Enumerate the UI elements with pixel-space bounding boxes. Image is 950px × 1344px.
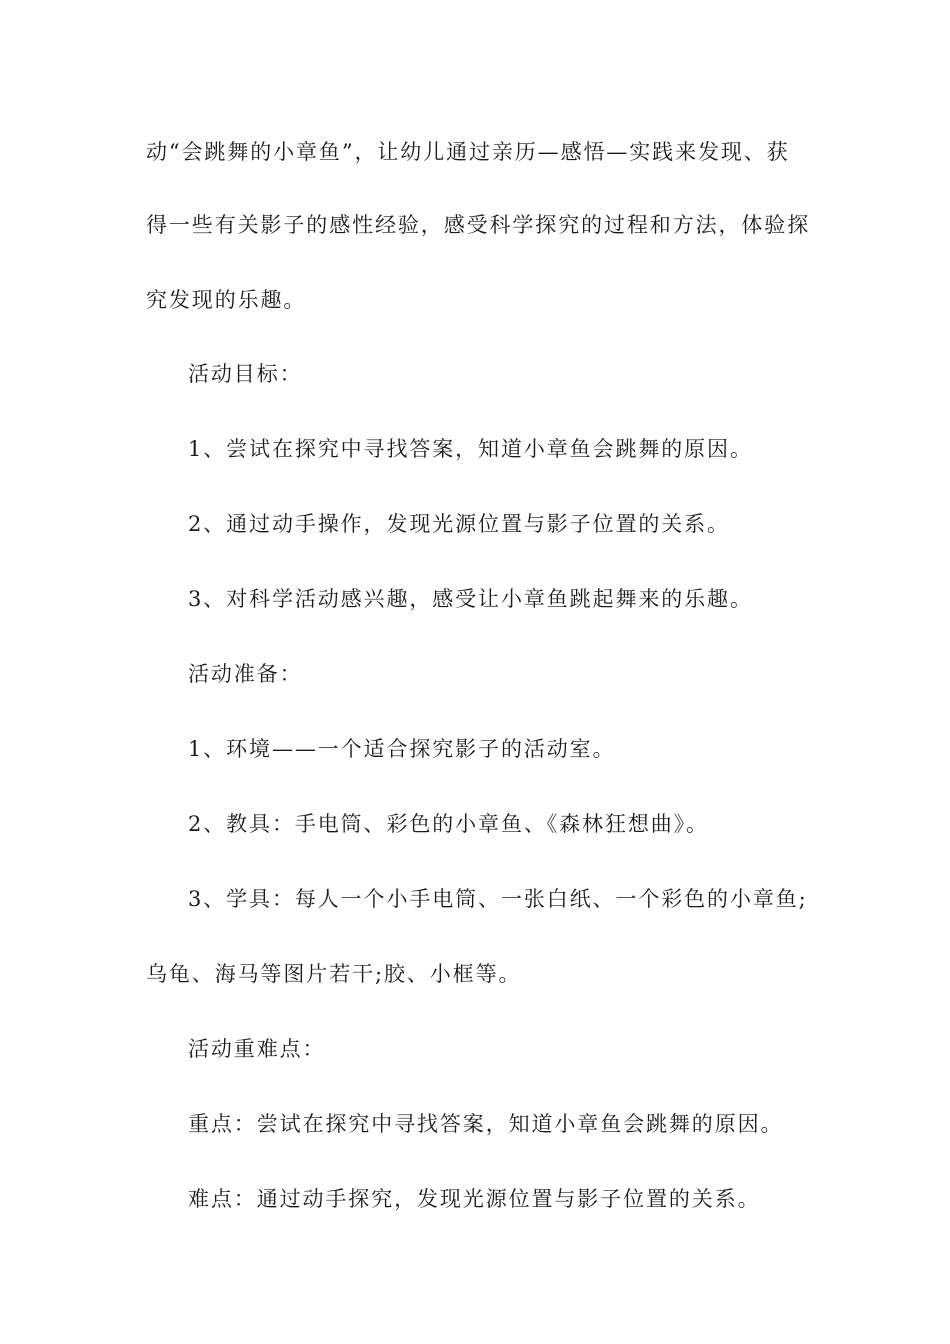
paragraph-intro-line-1: 动“会跳舞的小章鱼”，让幼儿通过亲历—感悟—实践来发现、获 (146, 140, 790, 164)
paragraph-intro-line-3: 究发现的乐趣。 (146, 288, 307, 312)
difficult-point: 难点：通过动手探究，发现光源位置与影子位置的关系。 (188, 1187, 761, 1211)
paragraph-intro-line-2: 得一些有关影子的感性经验，感受科学探究的过程和方法，体验探 (146, 213, 811, 237)
preparation-item-3: 3、学具：每人一个小手电筒、一张白纸、一个彩色的小章鱼; (188, 887, 808, 911)
preparation-item-3-continued: 乌龟、海马等图片若干;胶、小框等。 (146, 962, 522, 986)
heading-activity-preparation: 活动准备： (188, 662, 303, 686)
preparation-item-2: 2、教具：手电筒、彩色的小章鱼、《森林狂想曲》。 (188, 812, 709, 836)
heading-key-difficult-points: 活动重难点： (188, 1037, 326, 1061)
goal-item-1: 1、尝试在探究中寻找答案，知道小章鱼会跳舞的原因。 (188, 437, 753, 461)
heading-activity-goals: 活动目标： (188, 362, 303, 386)
goal-item-3: 3、对科学活动感兴趣，感受让小章鱼跳起舞来的乐趣。 (188, 587, 753, 611)
preparation-item-1: 1、环境——一个适合探究影子的活动室。 (188, 737, 616, 761)
key-point: 重点：尝试在探究中寻找答案，知道小章鱼会跳舞的原因。 (188, 1112, 784, 1136)
goal-item-2: 2、通过动手操作，发现光源位置与影子位置的关系。 (188, 512, 730, 536)
